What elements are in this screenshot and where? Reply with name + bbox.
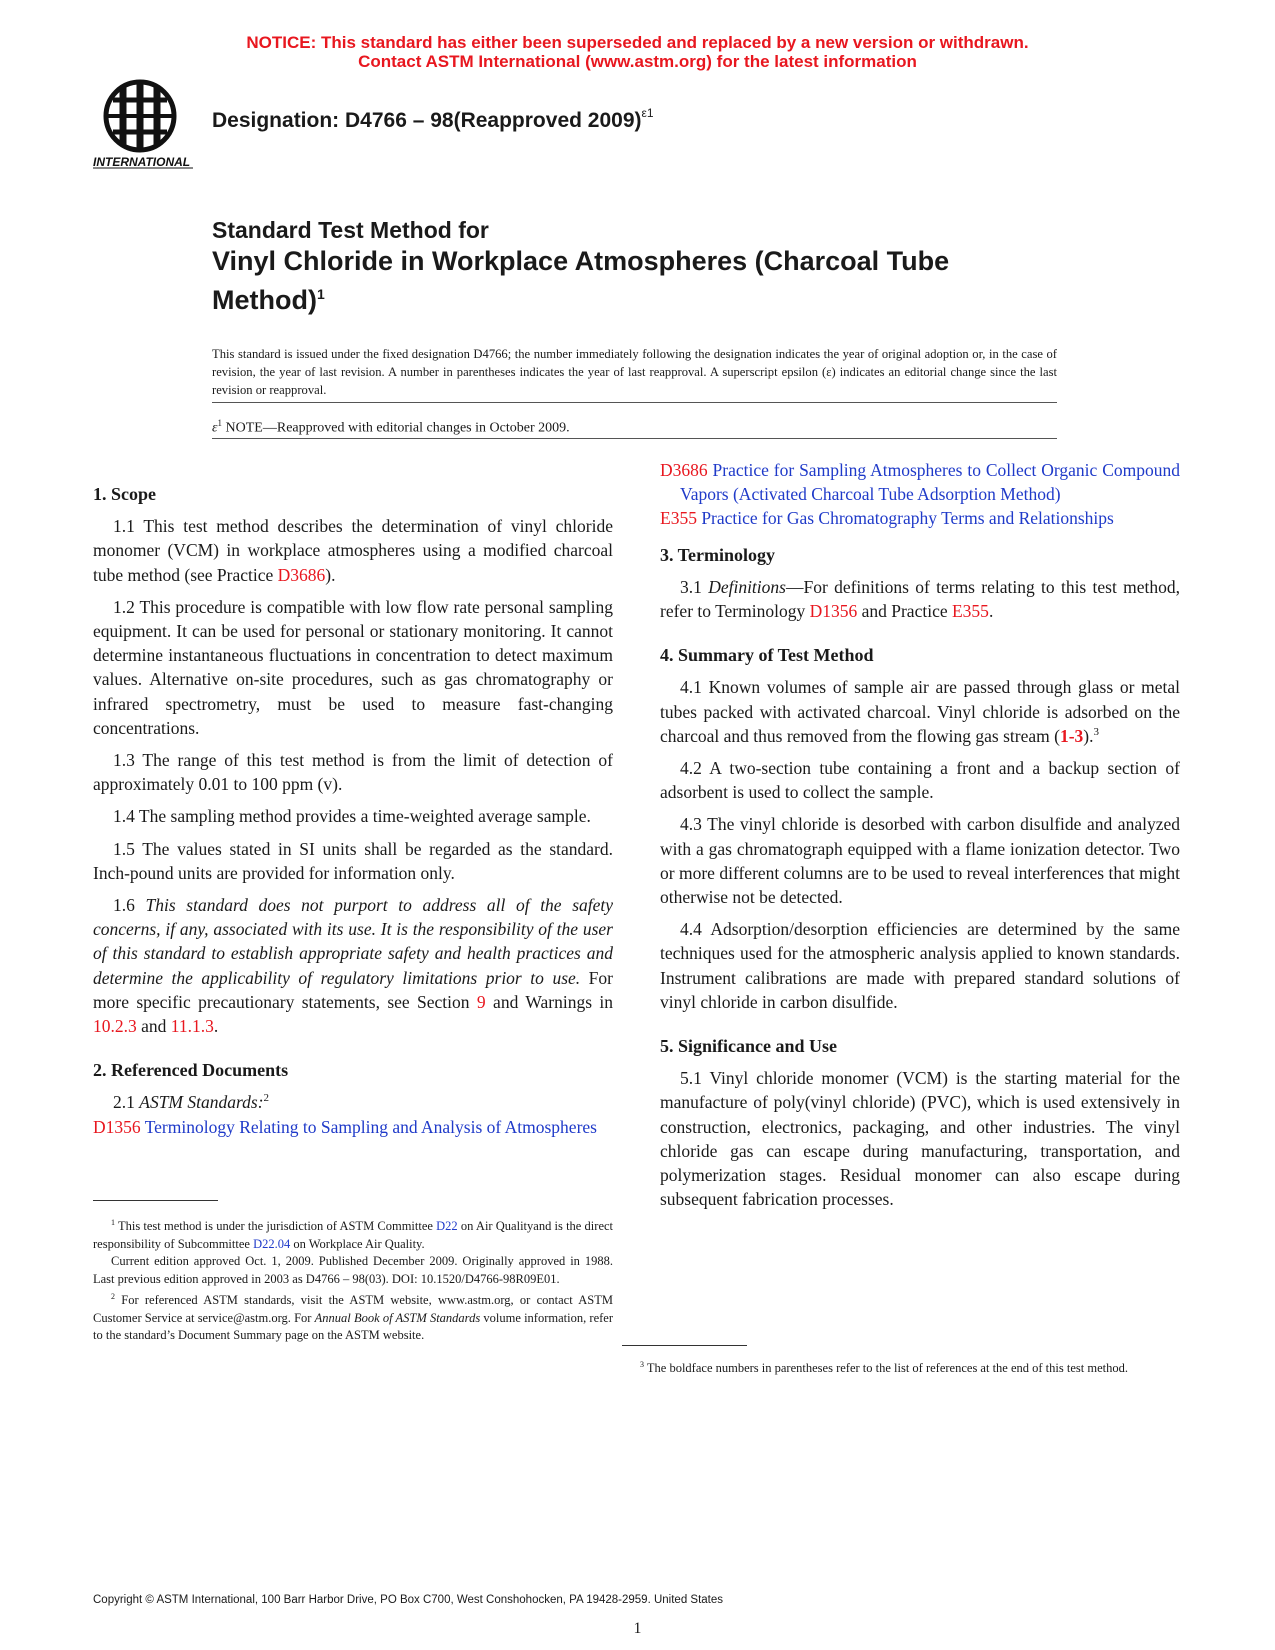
divider-bottom: [212, 438, 1057, 439]
significance-heading: 5. Significance and Use: [660, 1036, 838, 1057]
link-d22[interactable]: D22: [436, 1219, 458, 1234]
scope-1-6: 1.6 This standard does not purport to address all of the safety concerns, if any, associated with its use. It is the responsibility of the user of this standard to establish appropriate safety and health practices and determine the applicability of regulatory limitations prior to use. For more specific precautionary statements, see Section 9 and Warnings in 10.2.3 and 11.1.3.: [93, 895, 614, 1037]
document-title: [212, 215, 1042, 317]
referenced-2-1: 2.1 ASTM Standards:$^2$: [113, 1092, 270, 1113]
ref-e355[interactable]: E355 Practice for Gas Chromatography Terms and Relationships: [660, 508, 1114, 529]
referenced-heading: 2. Referenced Documents: [93, 1060, 289, 1081]
ref-d1356[interactable]: D1356 Terminology Relating to Sampling and Analysis of Atmospheres: [93, 1116, 597, 1137]
link-10-2-3[interactable]: 10.2.3: [93, 1016, 137, 1037]
title-line-1: Standard Test Method for: [212, 217, 489, 243]
editorial-text: NOTE—Reapproved with editorial changes in October 2009.: [222, 420, 570, 436]
scope-1-1: 1.1 This test method describes the determination of vinyl chloride monomer (VCM) in workplace atmospheres using a modified charcoal tube method (see Practice D3686).: [93, 516, 613, 585]
page-number: 1: [633, 1620, 642, 1637]
footnote-1: $^1$ This test method is under the jurisdiction of ASTM Committee D22 on Air Qualityand is the direct responsibility of Subcommittee D22.04 on Workplace Air Quality.: [93, 1218, 614, 1251]
scope-1-2: 1.2 This procedure is compatible with low flow rate personal sampling equipment. It can be used for personal or stationary monitoring. It cannot determine instantaneous fluctuations in concentration to detect maximum values. Alternative on-site procedures, such as gas chromatography or infrared spectrometry, must be used to measure fast-changing concentrations.: [93, 596, 613, 738]
footnote-1-edition: Current edition approved Oct. 1, 2009. Published December 2009. Originally approved in 1988. Last previous edition approved in 2003 as D4766 – 98(03). DOI: 10.1520/D4766-98R09E01.: [93, 1254, 613, 1286]
link-refs-1-3[interactable]: 1-3: [1059, 725, 1084, 746]
summary-4-1: 4.1 Known volumes of sample air are passed through glass or metal tubes packed with activated charcoal. Vinyl chloride is adsorbed on the charcoal and thus removed from the flowing gas stream (1-3).$^3$: [660, 677, 1180, 746]
summary-4-2: 4.2 A two-section tube containing a front and a backup section of adsorbent is used to collect the sample.: [660, 758, 1180, 803]
footnote-2: $^2$ For referenced ASTM standards, visit the ASTM website, www.astm.org, or contact ASTM Customer Service at service@astm.org. For Annual Book of ASTM Standards volume information, refer to the standard’s Document Summary page on the ASTM website.: [93, 1292, 613, 1343]
editorial-symbol: ε: [212, 420, 218, 436]
link-e355[interactable]: E355: [951, 601, 989, 622]
link-d1356[interactable]: D1356: [809, 601, 858, 622]
summary-4-3: 4.3 The vinyl chloride is desorbed with carbon disulfide and analyzed with a gas chromatograph equipped with a flame ionization detector. Two or more different columns are to be used to reveal interferences that might otherwise not be detected.: [660, 814, 1180, 908]
notice-line-1: NOTICE: This standard has either been superseded and replaced by a new version or withdrawn.: [246, 33, 1029, 52]
title-line-2: Vinyl Chloride in Workplace Atmospheres (Charcoal Tube Method): [212, 246, 950, 315]
link-section-9[interactable]: 9: [476, 991, 486, 1012]
superseded-notice: [0, 33, 1275, 71]
designation-label: Designation: D4766 – 98(Reapproved 2009): [212, 109, 642, 132]
editorial-note: [212, 418, 570, 437]
summary-4-4: 4.4 Adsorption/desorption efficiencies are determined by the same techniques used for the atmospheric analysis applied to known standards. Instrument calibrations are made with prepared standard solutions of vinyl chloride in carbon disulfide.: [660, 919, 1180, 1012]
scope-1-5: 1.5 The values stated in SI units shall be regarded as the standard. Inch-pound units are provided for information only.: [93, 838, 613, 883]
astm-emblem-icon: [93, 78, 193, 178]
footnote-3: $^3$ The boldface numbers in parentheses refer to the list of references at the end of this test method.: [640, 1360, 1128, 1376]
logo-text: INTERNATIONAL: [93, 155, 191, 169]
editorial-sup: 1: [217, 418, 223, 428]
issued-note: This standard is issued under the fixed designation D4766; the number immediately following the designation indicates the year of original adoption or, in the case of revision, the year of last revision. A number in parentheses indicates the year of last reapproval. A superscript epsilon (ε) indicates an editorial change since the last revision or reapproval.: [212, 347, 1057, 397]
astm-logo: [93, 78, 193, 178]
ref-d3686[interactable]: D3686 Practice for Sampling Atmospheres to Collect Organic Compound Vapors (Activated Charcoal Tube Adsorption Method): [660, 460, 1180, 505]
scope-1-3: 1.3 The range of this test method is from the limit of detection of approximately 0.01 to 100 ppm (v).: [93, 750, 613, 795]
link-11-1-3[interactable]: 11.1.3: [170, 1016, 214, 1037]
designation: [212, 108, 654, 133]
footnotes-left: [93, 1214, 613, 1345]
scope-heading: 1. Scope: [93, 484, 156, 504]
link-d3686[interactable]: D3686: [277, 564, 326, 585]
footnote-rule-right: [622, 1345, 747, 1346]
title-footnote-ref: 1: [316, 286, 325, 302]
summary-heading: 4. Summary of Test Method: [660, 645, 874, 666]
scope-1-4: 1.4 The sampling method provides a time-weighted average sample.: [113, 806, 591, 827]
copyright: Copyright © ASTM International, 100 Barr Harbor Drive, PO Box C700, West Conshohocken, PA 19428-2959. United States: [93, 1594, 724, 1606]
significance-5-1: 5.1 Vinyl chloride monomer (VCM) is the starting material for the manufacture of poly(vinyl chloride) (PVC), which is used extensively in construction, electronics, packaging, and other industries. The vinyl chloride gas can escape during manufacturing, transportation, and polymerization stages. Residual monomer can also escape during subsequent fabrication processes.: [660, 1068, 1180, 1210]
divider-top: [212, 402, 1057, 403]
link-d22-04[interactable]: D22.04: [253, 1236, 291, 1251]
terminology-heading: 3. Terminology: [660, 544, 776, 565]
footnote-rule-left: [93, 1200, 218, 1201]
notice-line-2: Contact ASTM International (www.astm.org) for the latest information: [358, 52, 917, 71]
right-column: [660, 458, 1180, 1219]
footnotes-right: [622, 1356, 1142, 1378]
left-column: [93, 482, 613, 1139]
designation-epsilon: ε1: [641, 106, 654, 120]
terminology-3-1: 3.1 Definitions—For definitions of terms relating to this test method, refer to Terminology D1356 and Practice E355.: [660, 576, 1181, 622]
